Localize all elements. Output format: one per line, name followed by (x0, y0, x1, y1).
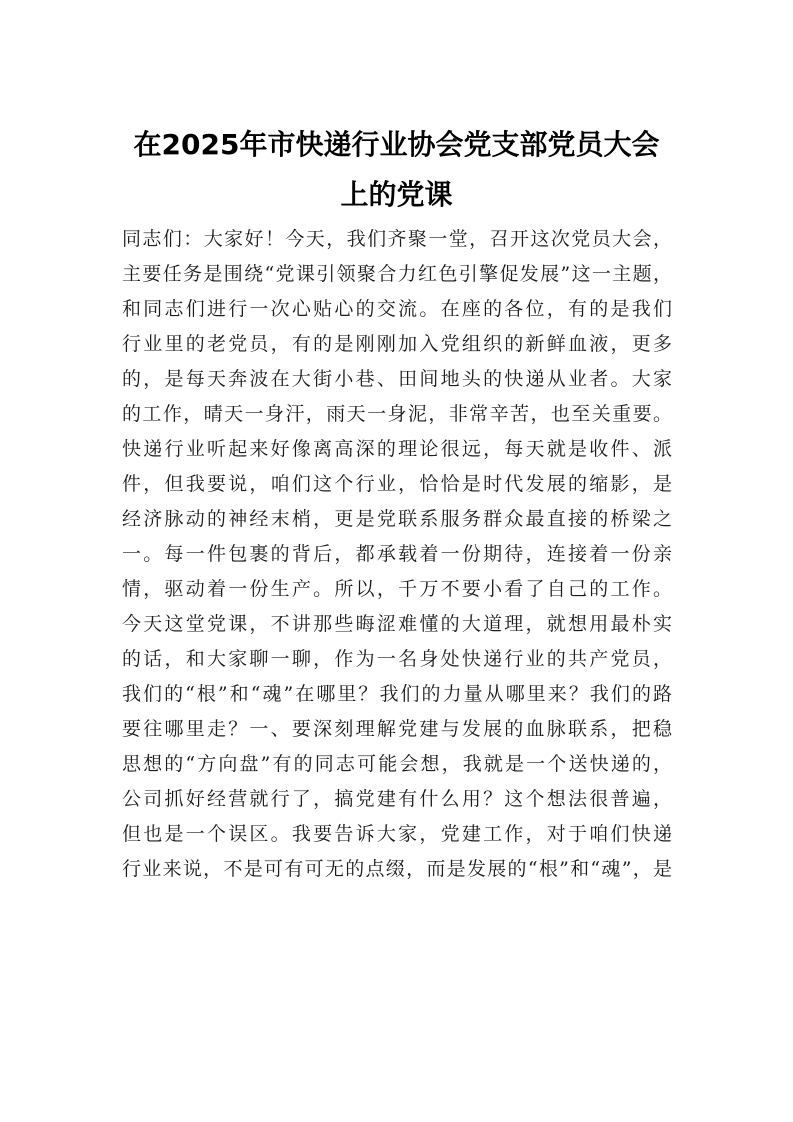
body-line: 行业来说，不是可有可无的点缀，而是发展的“根”和“魂”，是 (122, 858, 672, 880)
body-line: 主要任务是围绕“党课引领聚合力红色引擎促发展”这一主题， (122, 263, 672, 285)
body-line: 情，驱动着一份生产。所以，千万不要小看了自己的工作。 (122, 578, 672, 600)
body-line: 的，是每天奔波在大街小巷、田间地头的快递从业者。大家 (122, 368, 672, 390)
body-line: 和同志们进行一次心贴心的交流。在座的各位，有的是我们 (122, 298, 672, 320)
body-line: 但也是一个误区。我要告诉大家，党建工作，对于咱们快递 (122, 823, 672, 845)
body-line: 的话，和大家聊一聊，作为一名身处快递行业的共产党员， (122, 648, 672, 670)
body-line: 今天这堂党课，不讲那些晦涩难懂的大道理，就想用最朴实 (122, 613, 672, 635)
document-title-line-1: 在2025年市快递行业协会党支部党员大会 (133, 128, 660, 161)
body-line: 的工作，晴天一身汗，雨天一身泥，非常辛苦，也至关重要。 (122, 403, 672, 425)
body-line: 同志们：大家好！今天，我们齐聚一堂，召开这次党员大会， (122, 228, 672, 250)
body-line: 思想的“方向盘”有的同志可能会想，我就是一个送快递的， (122, 753, 672, 775)
document-title-line-2: 上的党课 (340, 178, 453, 211)
body-line: 快递行业听起来好像离高深的理论很远，每天就是收件、派 (122, 438, 672, 460)
body-line: 我们的“根”和“魂”在哪里？我们的力量从哪里来？我们的路 (122, 683, 672, 705)
body-line: 件，但我要说，咱们这个行业，恰恰是时代发展的缩影，是 (122, 473, 672, 495)
body-line: 要往哪里走？一、要深刻理解党建与发展的血脉联系，把稳 (122, 718, 672, 740)
body-line: 一。每一件包裹的背后，都承载着一份期待，连接着一份亲 (122, 543, 672, 565)
body-line: 行业里的老党员，有的是刚刚加入党组织的新鲜血液，更多 (122, 333, 672, 355)
body-line: 经济脉动的神经末梢，更是党联系服务群众最直接的桥梁之 (122, 508, 672, 530)
body-line: 公司抓好经营就行了，搞党建有什么用？这个想法很普遍， (122, 788, 672, 810)
